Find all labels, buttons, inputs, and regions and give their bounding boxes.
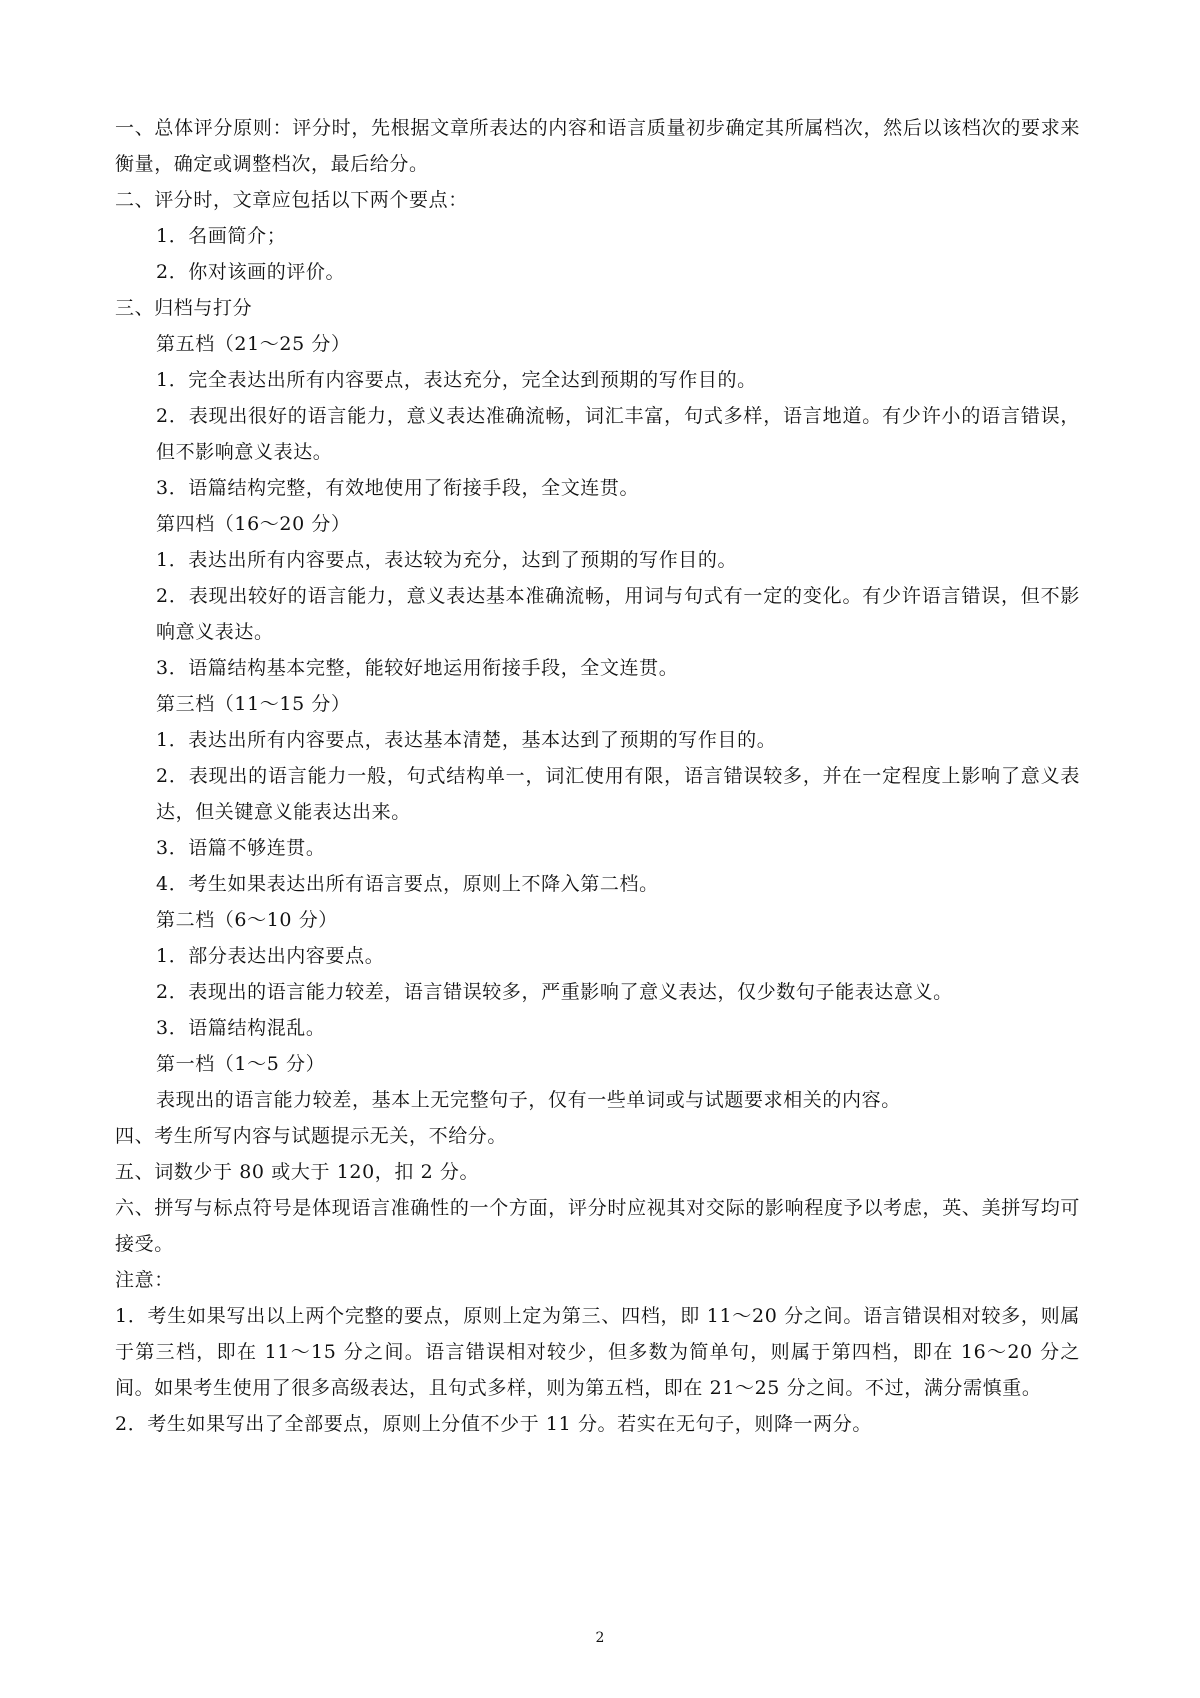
key-point-item: 2．你对该画的评价。 — [156, 261, 346, 283]
note-item: 2．考生如果写出了全部要点，原则上分值不少于 11 分。若实在无句子，则降一两分。 — [115, 1413, 872, 1435]
grade-criterion: 4．考生如果表达出所有语言要点，原则上不降入第二档。 — [156, 873, 659, 895]
grade-heading: 第四档（16～20 分） — [156, 513, 351, 535]
rule-spelling-punctuation: 六、拼写与标点符号是体现语言准确性的一个方面，评分时应视其对交际的影响程度予以考虑，英、美拼写均可接受。 — [115, 1197, 1080, 1255]
grade-criterion: 表现出的语言能力较差，基本上无完整句子，仅有一些单词或与试题要求相关的内容。 — [156, 1089, 901, 1111]
rule-word-count: 五、词数少于 80 或大于 120，扣 2 分。 — [115, 1161, 480, 1183]
grade-criterion: 2．表现出很好的语言能力，意义表达准确流畅，词汇丰富，句式多样，语言地道。有少许小的语言错误，但不影响意义表达。 — [156, 405, 1080, 463]
rule-irrelevant-content: 四、考生所写内容与试题提示无关，不给分。 — [115, 1125, 508, 1147]
grade-criterion: 3．语篇结构基本完整，能较好地运用衔接手段，全文连贯。 — [156, 657, 679, 679]
grade-criterion: 1．部分表达出内容要点。 — [156, 945, 385, 967]
grade-criterion: 1．表达出所有内容要点，表达基本清楚，基本达到了预期的写作目的。 — [156, 729, 777, 751]
grade-heading: 第五档（21～25 分） — [156, 333, 351, 355]
key-point-item: 1．名画简介； — [156, 225, 287, 247]
grade-criterion: 2．表现出的语言能力一般，句式结构单一，词汇使用有限，语言错误较多，并在一定程度上影响了意义表达，但关键意义能表达出来。 — [156, 765, 1080, 823]
grade-heading: 第二档（6～10 分） — [156, 909, 338, 931]
grade-heading: 第三档（11～15 分） — [156, 693, 351, 715]
scoring-rules-body — [115, 110, 1080, 1442]
grade-criterion: 2．表现出的语言能力较差，语言错误较多，严重影响了意义表达，仅少数句子能表达意义。 — [156, 981, 953, 1003]
principle-key-points: 二、评分时，文章应包括以下两个要点： — [115, 189, 468, 211]
grade-criterion: 2．表现出较好的语言能力，意义表达基本准确流畅，用词与句式有一定的变化。有少许语言错误，但不影响意义表达。 — [156, 585, 1080, 643]
grade-criterion: 3．语篇结构完整，有效地使用了衔接手段，全文连贯。 — [156, 477, 640, 499]
grade-criterion: 3．语篇不够连贯。 — [156, 837, 326, 859]
grade-criterion: 1．表达出所有内容要点，表达较为充分，达到了预期的写作目的。 — [156, 549, 738, 571]
grade-criterion: 3．语篇结构混乱。 — [156, 1017, 326, 1039]
principle-general: 一、总体评分原则：评分时，先根据文章所表达的内容和语言质量初步确定其所属档次，然后以该档次的要求来衡量，确定或调整档次，最后给分。 — [115, 117, 1080, 175]
page-number: 2 — [595, 1630, 605, 1646]
notes-heading: 注意： — [115, 1269, 174, 1291]
note-item: 1．考生如果写出以上两个完整的要点，原则上定为第三、四档，即 11～20 分之间。语言错误相对较多，则属于第三档，即在 11～15 分之间。语言错误相对较少，但多数为简单句，则属于第四档，即在 16～20 分之间。如果考生使用了很多高级表达，且句式多样，则为第五档，即在 21～25 分之间。不过，满分需慎重。 — [115, 1305, 1080, 1399]
section-heading: 三、归档与打分 — [115, 297, 253, 319]
grade-criterion: 1．完全表达出所有内容要点，表达充分，完全达到预期的写作目的。 — [156, 369, 757, 391]
grade-heading: 第一档（1～5 分） — [156, 1053, 326, 1075]
